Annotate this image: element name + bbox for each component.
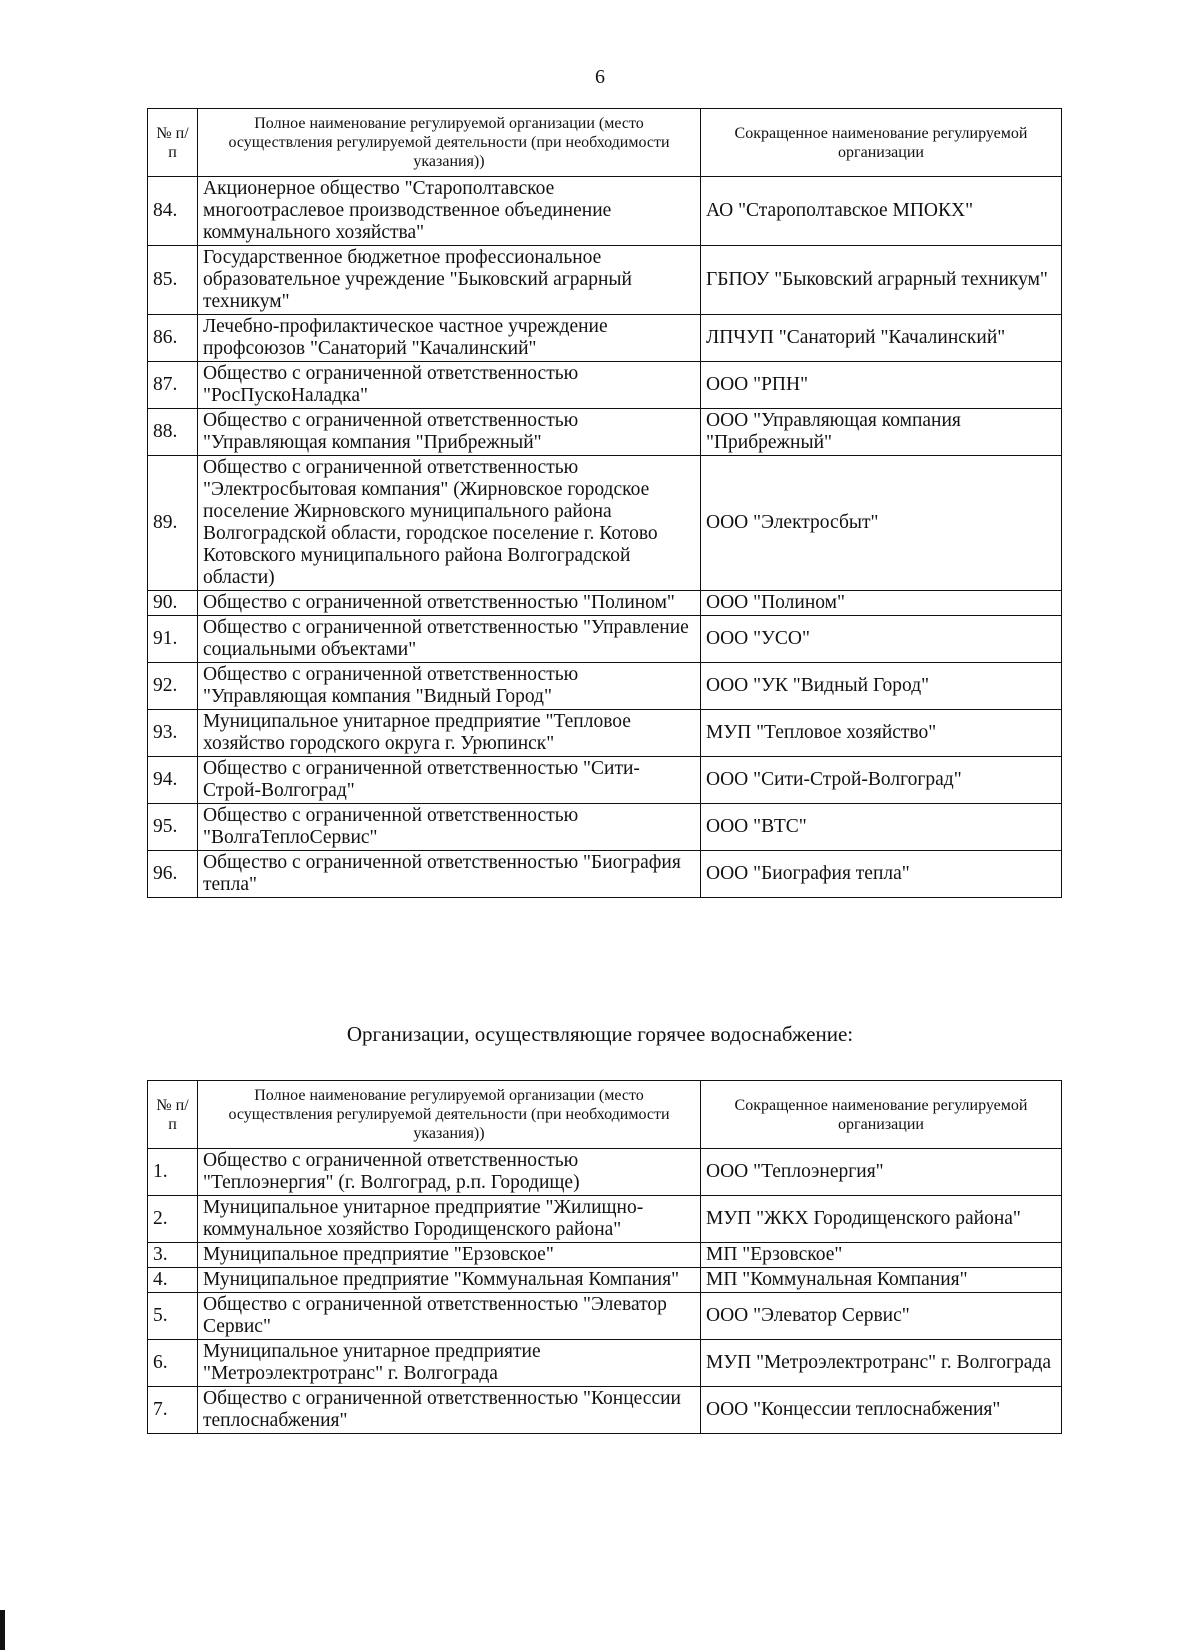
row-number: 93. — [148, 710, 198, 757]
table-header-row — [148, 1081, 1062, 1149]
table-row — [148, 177, 1062, 246]
row-number: 1. — [148, 1149, 198, 1196]
table-row — [148, 315, 1062, 362]
row-full-name: Акционерное общество "Старополтавское многоотраслевое производственное объединение коммунального хозяйства" — [198, 177, 701, 246]
header-full-name: Полное наименование регулируемой организации (место осуществления регулируемой деятельности (при необходимости указания)) — [198, 109, 701, 177]
row-number: 3. — [148, 1243, 198, 1268]
row-short-name: ООО "Управляющая компания "Прибрежный" — [701, 409, 1062, 456]
scan-margin-mark — [0, 1610, 5, 1650]
header-short-name: Сокращенное наименование регулируемой организации — [701, 1081, 1062, 1149]
row-short-name: МП "Ерзовское" — [701, 1243, 1062, 1268]
row-full-name: Общество с ограниченной ответственностью "Сити-Строй-Волгоград" — [198, 757, 701, 804]
table-row — [148, 456, 1062, 591]
table-row — [148, 851, 1062, 898]
table-row — [148, 616, 1062, 663]
row-full-name: Общество с ограниченной ответственностью "ВолгаТеплоСервис" — [198, 804, 701, 851]
row-full-name: Общество с ограниченной ответственностью "Концессии теплоснабжения" — [198, 1387, 701, 1434]
row-full-name: Общество с ограниченной ответственностью "Электросбытовая компания" (Жирновское городское поселение Жирновского муниципального района Волгоградской области, городское поселение г. Котово Котовского муниципального района Волгоградской области) — [198, 456, 701, 591]
table-row — [148, 1293, 1062, 1340]
row-short-name: ООО "УСО" — [701, 616, 1062, 663]
hot-water-organizations-table — [147, 1080, 1062, 1434]
row-full-name: Лечебно-профилактическое частное учреждение профсоюзов "Санаторий "Качалинский" — [198, 315, 701, 362]
table-row — [148, 710, 1062, 757]
table-row — [148, 1149, 1062, 1196]
row-full-name: Общество с ограниченной ответственностью "Элеватор Сервис" — [198, 1293, 701, 1340]
row-full-name: Общество с ограниченной ответственностью "Полином" — [198, 591, 701, 616]
row-number: 85. — [148, 246, 198, 315]
table-row — [148, 246, 1062, 315]
row-number: 86. — [148, 315, 198, 362]
row-number: 4. — [148, 1268, 198, 1293]
row-number: 95. — [148, 804, 198, 851]
regulated-organizations-table — [147, 108, 1062, 898]
row-full-name: Общество с ограниченной ответственностью "Теплоэнергия" (г. Волгоград, р.п. Городище) — [198, 1149, 701, 1196]
section-heading: Организации, осуществляющие горячее водоснабжение: — [346, 1022, 854, 1046]
row-number: 91. — [148, 616, 198, 663]
row-full-name: Общество с ограниченной ответственностью "Управляющая компания "Видный Город" — [198, 663, 701, 710]
row-short-name: ООО "Биография тепла" — [701, 851, 1062, 898]
row-short-name: ООО "Электросбыт" — [701, 456, 1062, 591]
row-full-name: Общество с ограниченной ответственностью "Управление социальными объектами" — [198, 616, 701, 663]
table-row — [148, 1268, 1062, 1293]
row-full-name: Государственное бюджетное профессиональное образовательное учреждение "Быковский аграрный техникум" — [198, 246, 701, 315]
header-number: № п/п — [148, 109, 198, 177]
row-short-name: ООО "Полином" — [701, 591, 1062, 616]
table-row — [148, 1196, 1062, 1243]
row-full-name: Муниципальное предприятие "Коммунальная Компания" — [198, 1268, 701, 1293]
row-number: 94. — [148, 757, 198, 804]
row-full-name: Муниципальное унитарное предприятие "Тепловое хозяйство городского округа г. Урюпинск" — [198, 710, 701, 757]
row-number: 89. — [148, 456, 198, 591]
row-full-name: Общество с ограниченной ответственностью "Управляющая компания "Прибрежный" — [198, 409, 701, 456]
header-full-name: Полное наименование регулируемой организации (место осуществления регулируемой деятельности (при необходимости указания)) — [198, 1081, 701, 1149]
row-short-name: ЛПЧУП "Санаторий "Качалинский" — [701, 315, 1062, 362]
row-number: 92. — [148, 663, 198, 710]
row-full-name: Муниципальное унитарное предприятие "Метроэлектротранс" г. Волгограда — [198, 1340, 701, 1387]
table-header-row — [148, 109, 1062, 177]
row-short-name: ГБПОУ "Быковский аграрный техникум" — [701, 246, 1062, 315]
row-short-name: МУП "Метроэлектротранс" г. Волгограда — [701, 1340, 1062, 1387]
row-number: 96. — [148, 851, 198, 898]
row-number: 7. — [148, 1387, 198, 1434]
row-short-name: ООО "Сити-Строй-Волгоград" — [701, 757, 1062, 804]
row-short-name: ООО "Теплоэнергия" — [701, 1149, 1062, 1196]
row-short-name: АО "Старополтавское МПОКХ" — [701, 177, 1062, 246]
row-short-name: ООО "УК "Видный Город" — [701, 663, 1062, 710]
row-full-name: Муниципальное унитарное предприятие "Жилищно-коммунальное хозяйство Городищенского района" — [198, 1196, 701, 1243]
row-short-name: ООО "Элеватор Сервис" — [701, 1293, 1062, 1340]
table-row — [148, 757, 1062, 804]
table-row — [148, 1243, 1062, 1268]
header-number: № п/п — [148, 1081, 198, 1149]
row-number: 84. — [148, 177, 198, 246]
header-short-name: Сокращенное наименование регулируемой организации — [701, 109, 1062, 177]
table-row — [148, 591, 1062, 616]
row-number: 2. — [148, 1196, 198, 1243]
table-row — [148, 362, 1062, 409]
table-row — [148, 663, 1062, 710]
page-number: 6 — [595, 66, 605, 88]
row-full-name: Общество с ограниченной ответственностью "Биография тепла" — [198, 851, 701, 898]
row-number: 88. — [148, 409, 198, 456]
row-full-name: Муниципальное предприятие "Ерзовское" — [198, 1243, 701, 1268]
table-row — [148, 409, 1062, 456]
table-row — [148, 1340, 1062, 1387]
row-number: 5. — [148, 1293, 198, 1340]
row-short-name: МУП "Тепловое хозяйство" — [701, 710, 1062, 757]
row-full-name: Общество с ограниченной ответственностью "РосПускоНаладка" — [198, 362, 701, 409]
table-row — [148, 1387, 1062, 1434]
row-number: 6. — [148, 1340, 198, 1387]
row-number: 90. — [148, 591, 198, 616]
row-short-name: МУП "ЖКХ Городищенского района" — [701, 1196, 1062, 1243]
row-number: 87. — [148, 362, 198, 409]
row-short-name: ООО "РПН" — [701, 362, 1062, 409]
table-row — [148, 804, 1062, 851]
row-short-name: МП "Коммунальная Компания" — [701, 1268, 1062, 1293]
row-short-name: ООО "Концессии теплоснабжения" — [701, 1387, 1062, 1434]
row-short-name: ООО "ВТС" — [701, 804, 1062, 851]
